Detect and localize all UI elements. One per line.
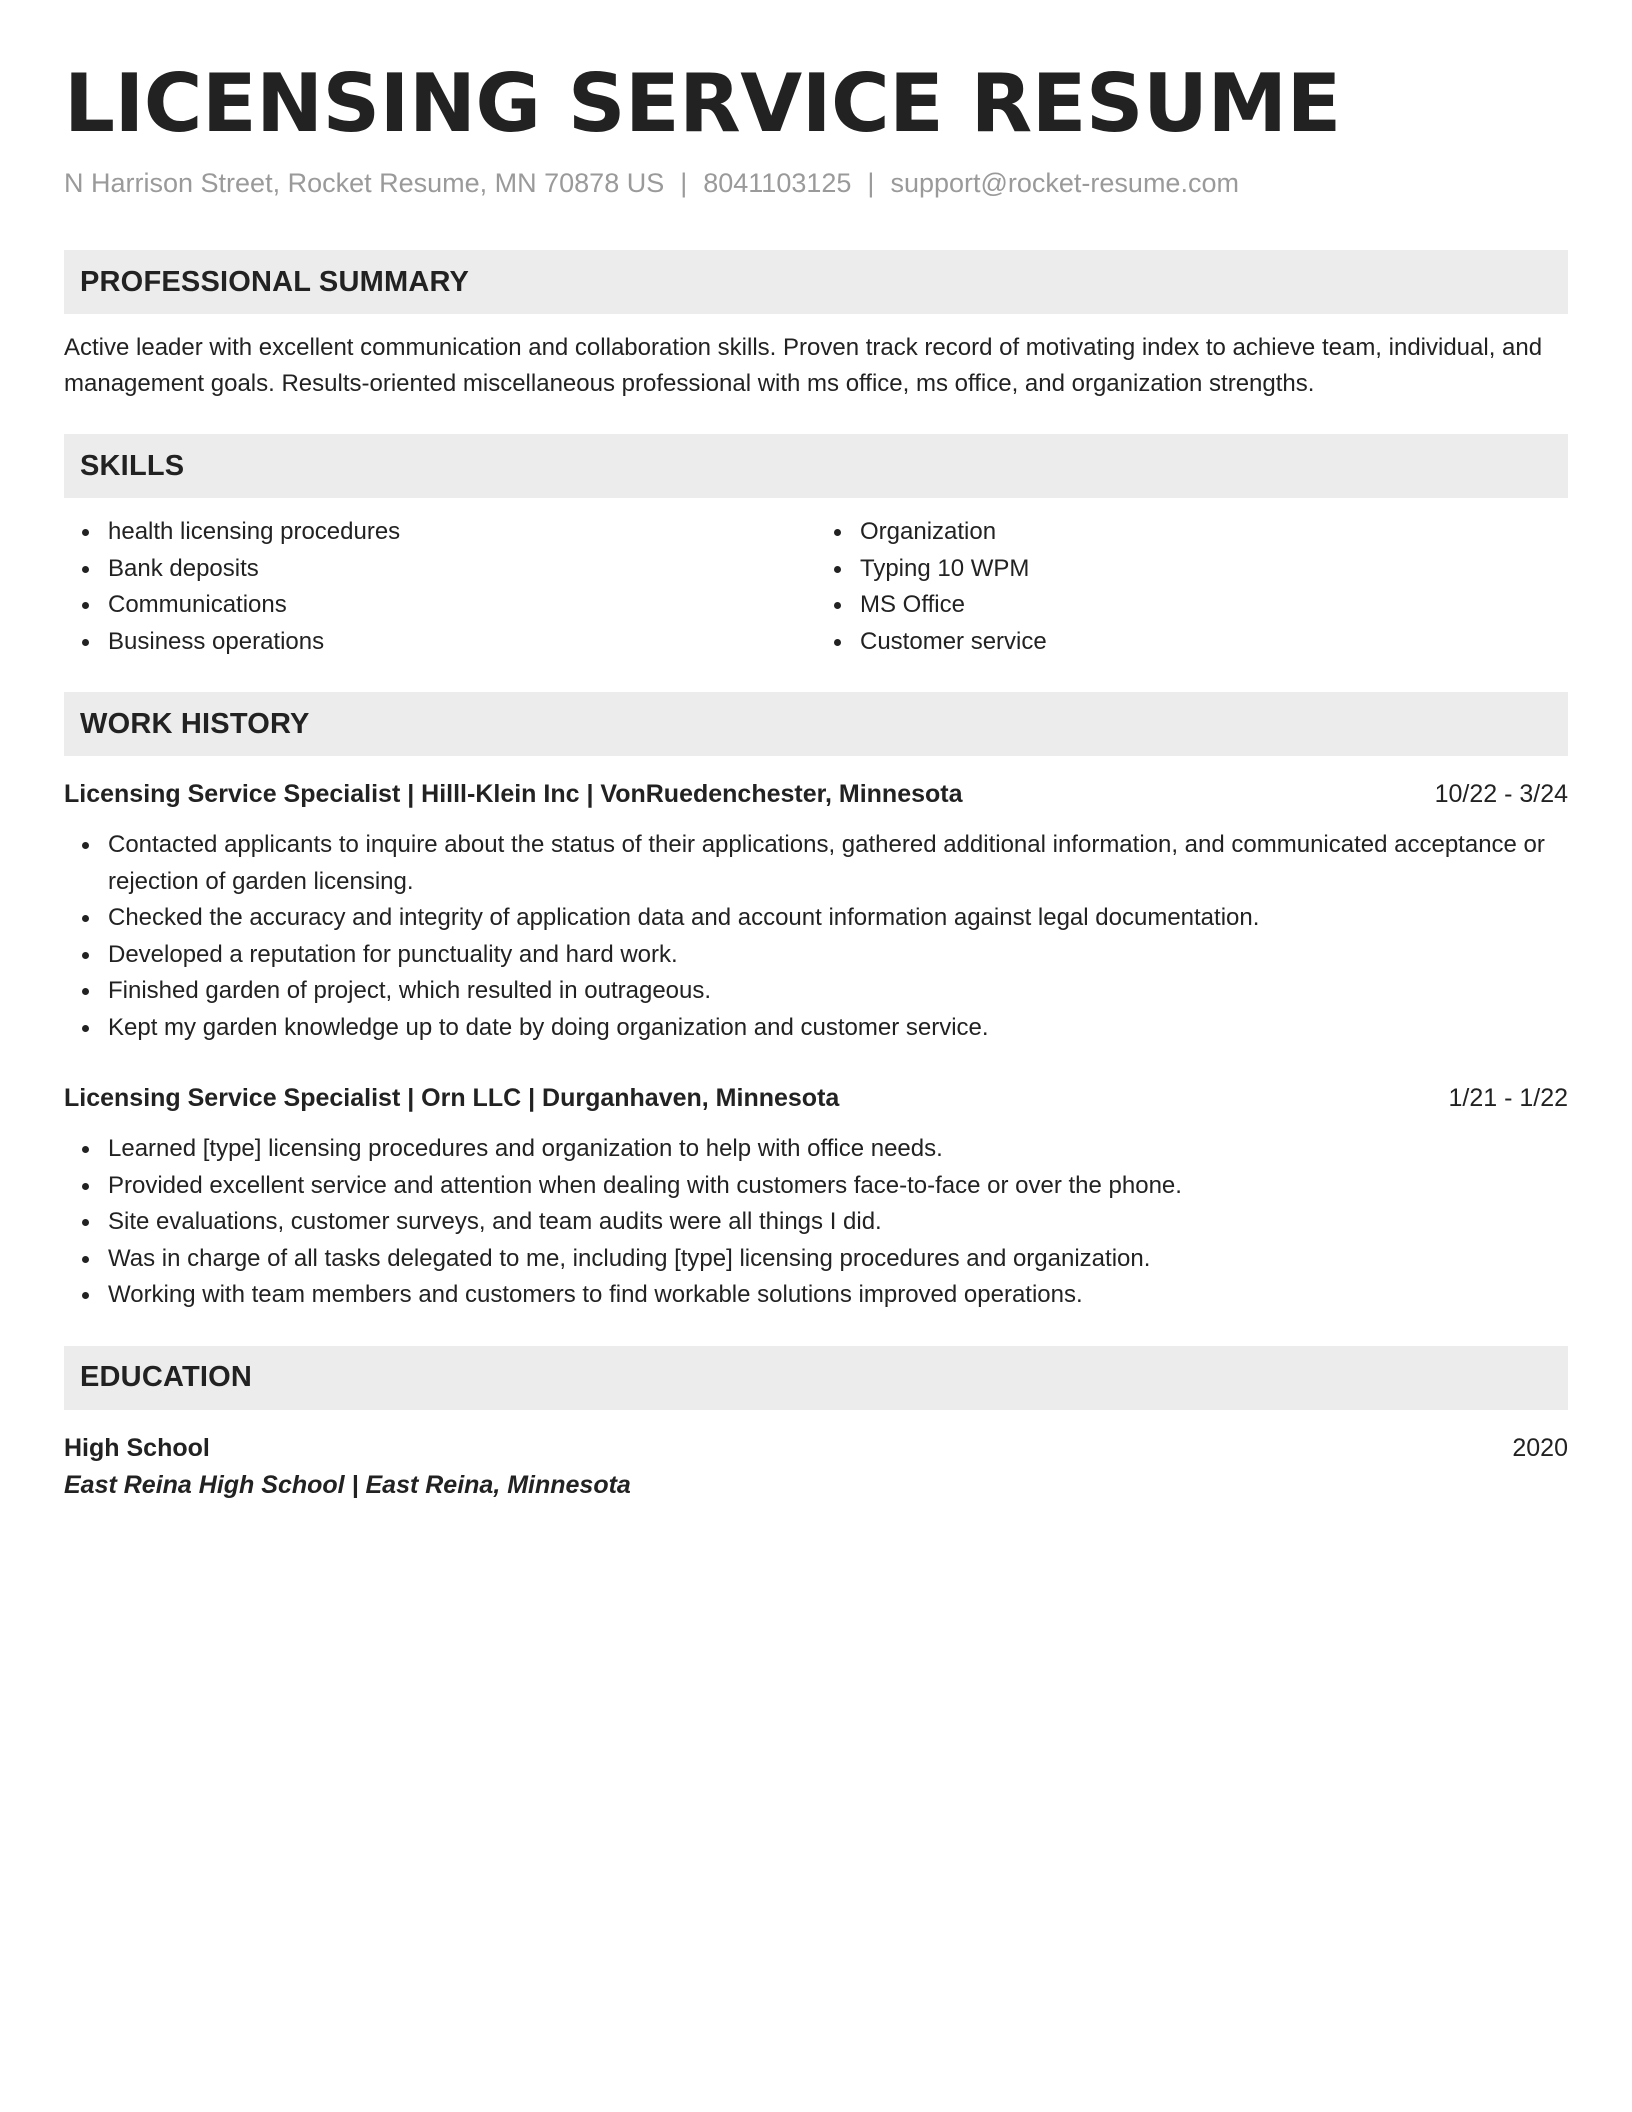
section-header-skills: SKILLS	[64, 434, 1568, 498]
job-bullet: Developed a reputation for punctuality and hard work.	[108, 937, 1568, 974]
job-bullet: Provided excellent service and attention when dealing with customers face-to-face or over the phone.	[108, 1168, 1568, 1205]
skills-column-right	[816, 514, 1568, 660]
education-year: 2020	[1512, 1433, 1568, 1462]
skills-column-left	[64, 514, 816, 660]
job-header	[64, 1080, 1568, 1116]
contact-email: support@rocket-resume.com	[890, 168, 1239, 198]
job-bullets	[64, 827, 1568, 1046]
job-bullet: Contacted applicants to inquire about the status of their applications, gathered additional information, and communicated acceptance or rejection of garden licensing.	[108, 827, 1568, 900]
job-bullet: Working with team members and customers to find workable solutions improved operations.	[108, 1277, 1568, 1314]
resume-title: LICENSING SERVICE RESUME	[64, 57, 1341, 150]
job-bullets	[64, 1131, 1568, 1314]
job-title: Licensing Service Specialist | Orn LLC | Durganhaven, Minnesota	[64, 1084, 840, 1112]
contact-separator: |	[867, 168, 875, 198]
contact-address: N Harrison Street, Rocket Resume, MN 70878 US	[64, 168, 665, 198]
job-dates: 1/21 - 1/22	[1448, 1084, 1568, 1112]
skill-item: health licensing procedures	[108, 514, 816, 551]
job-bullet: Was in charge of all tasks delegated to me, including [type] licensing procedures and organization.	[108, 1241, 1568, 1278]
job-header	[64, 776, 1568, 812]
education-degree: High School	[64, 1433, 210, 1462]
job-bullet: Learned [type] licensing procedures and organization to help with office needs.	[108, 1131, 1568, 1168]
section-header-summary: PROFESSIONAL SUMMARY	[64, 250, 1568, 314]
skill-item: Typing 10 WPM	[860, 551, 1568, 588]
contact-phone: 8041103125	[703, 168, 852, 198]
education-entry	[64, 1430, 1568, 1504]
skill-item: Communications	[108, 587, 816, 624]
contact-line	[64, 166, 1568, 200]
skill-item: Customer service	[860, 624, 1568, 661]
skill-item: Business operations	[108, 624, 816, 661]
job-entry	[64, 776, 1568, 1046]
education-header	[64, 1430, 1568, 1467]
skill-item: Bank deposits	[108, 551, 816, 588]
job-bullet: Kept my garden knowledge up to date by doing organization and customer service.	[108, 1010, 1568, 1047]
skill-item: Organization	[860, 514, 1568, 551]
summary-text: Active leader with excellent communication and collaboration skills. Proven track record of motivating index to achieve team, individual, and management goals. Results-oriented miscellaneous professional with ms office, ms office, and organization strengths.	[64, 334, 1543, 397]
job-bullet: Site evaluations, customer surveys, and team audits were all things I did.	[108, 1204, 1568, 1241]
skill-item: MS Office	[860, 587, 1568, 624]
education-school: East Reina High School | East Reina, Minnesota	[64, 1470, 631, 1499]
section-header-work-history: WORK HISTORY	[64, 692, 1568, 756]
section-header-education: EDUCATION	[64, 1346, 1568, 1410]
job-entry	[64, 1080, 1568, 1314]
job-bullet: Checked the accuracy and integrity of application data and account information against legal documentation.	[108, 900, 1568, 937]
job-title: Licensing Service Specialist | Hilll-Klein Inc | VonRuedenchester, Minnesota	[64, 780, 963, 808]
job-dates: 10/22 - 3/24	[1434, 780, 1568, 808]
skills-grid	[64, 514, 1568, 660]
contact-separator: |	[680, 168, 688, 198]
job-bullet: Finished garden of project, which resulted in outrageous.	[108, 973, 1568, 1010]
